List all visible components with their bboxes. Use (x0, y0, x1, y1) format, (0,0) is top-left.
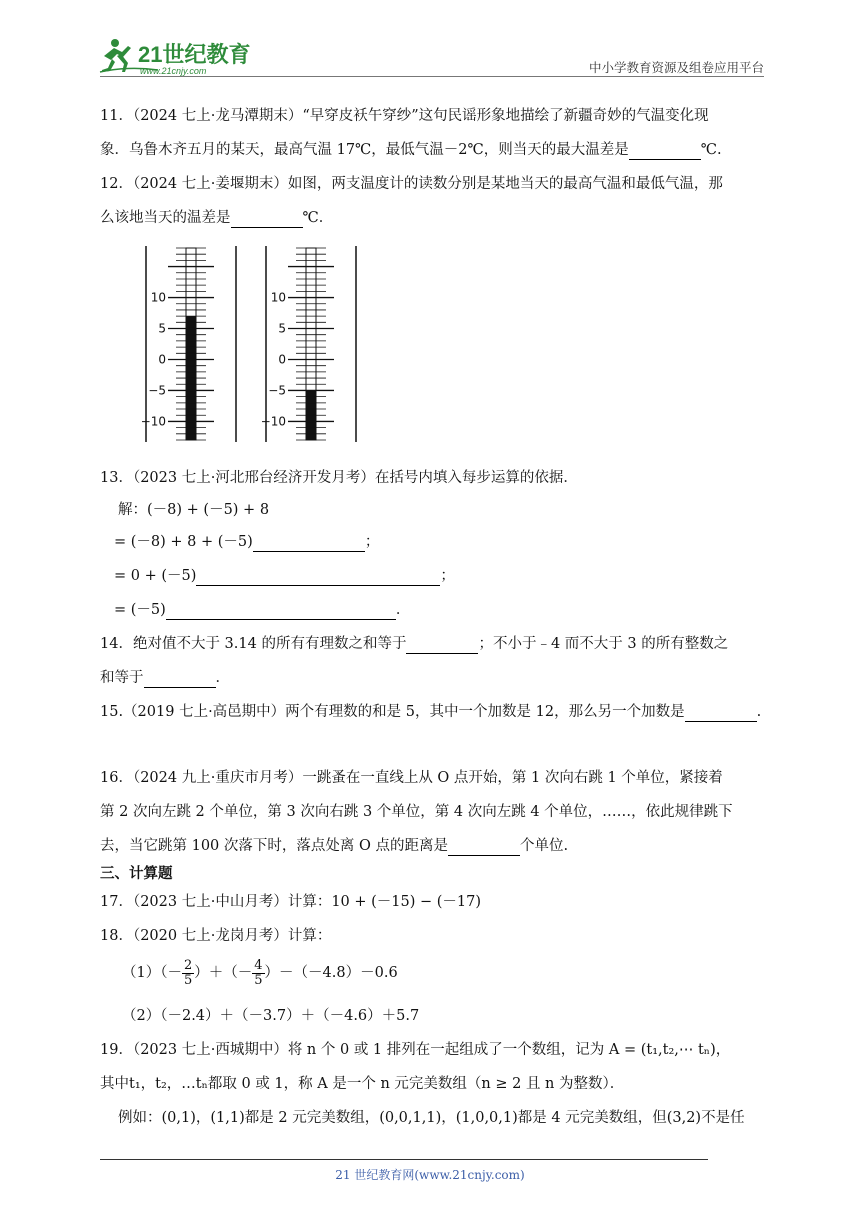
q12-line2-text: 么该地当天的温差是 (100, 210, 231, 226)
thermometer-left (141, 246, 236, 442)
q13-step3-blank[interactable] (166, 603, 396, 620)
q16-line2: 第 2 次向左跳 2 个单位，第 3 次向右跳 3 个单位，第 4 次向左跳 4 个单位，……，依此规律跳下 (100, 804, 733, 820)
q18-p1-end: ）－（－4.8）－0.6 (264, 965, 398, 981)
q13-step0: 解：(－8) + (－5) + 8 (118, 502, 270, 518)
q12-line1: 12．（2024 七上·姜堰期末）如图，两支温度计的读数分别是某地当天的最高气温和最低气温，那 (100, 176, 723, 192)
q12-line2 (100, 208, 333, 228)
thermometer-tick-label: 5 (278, 321, 286, 336)
q19-line3: 例如：(0,1)，(1,1)都是 2 元完美数组，(0,0,1,1)，(1,0,0,1)都是 4 元完美数组，但(3,2)不是任 (118, 1110, 745, 1126)
thermometer-right (261, 246, 356, 442)
q18-line1: 18．（2020 七上·龙岗月考）计算： (100, 928, 332, 944)
q11-line1: 11．（2024 七上·龙马潭期末）“早穿皮袄午穿纱”这句民谣形象地描绘了新疆奇妙的气温变化现 (100, 108, 709, 124)
q13-step1 (114, 532, 379, 552)
fraction-2-5: $\frac{2}{5}$ (183, 957, 193, 988)
q16-line1: 16．（2024 九上·重庆市月考）一跳蚤在一直线上从 O 点开始，第 1 次向右跳 1 个单位，紧接着 (100, 770, 723, 786)
q18-p1-label: （1）（－ (122, 965, 182, 981)
q14-line1a: 14．绝对值不大于 3.14 的所有有理数之和等于 (100, 636, 407, 652)
q11-answer-blank[interactable] (629, 143, 701, 160)
q14-line2 (100, 668, 230, 688)
q19-line2: 其中t₁，t₂，…tₙ都取 0 或 1，称 A 是一个 n 元完美数组（n ≥ 2 且 n 为整数）． (100, 1076, 625, 1092)
q17-prefix: 17．（2023 七上·中山月考）计算： (100, 894, 332, 910)
q18-part1 (122, 958, 398, 988)
thermometer-tick-label: −10 (140, 414, 166, 429)
q14-line2b: ． (215, 670, 230, 686)
thermometer-tick-label: 5 (158, 321, 166, 336)
q15-line1 (100, 702, 761, 722)
thermometer-tick-label: −5 (268, 383, 286, 398)
q15-end: . (756, 704, 762, 720)
footer-site: 21 世纪教育网(www.21cnjy.com) (335, 1168, 525, 1182)
q13-step2-blank[interactable] (196, 569, 440, 586)
q16-line3b: 个单位. (520, 838, 569, 854)
q14-blank1[interactable] (406, 637, 478, 654)
q14-line1 (100, 634, 728, 654)
thermometer-tick-label: 0 (158, 352, 166, 367)
q14-line2a: 和等于 (100, 670, 144, 686)
thermometer-tick-label: 0 (278, 352, 286, 367)
q17-expr: 10 + (－15) − (－17) (331, 894, 482, 910)
q16-line3a: 去，当它跳第 100 次落下时，落点处离 O 点的距离是 (100, 838, 448, 854)
q13-step3-end: ． (395, 602, 411, 618)
q19-line1: 19．（2023 七上·西城期中）将 n 个 0 或 1 排列在一起组成了一个数组，记为 A = (t₁,t₂,⋯ tₙ)， (100, 1042, 731, 1058)
footer-rule (100, 1159, 708, 1160)
thermometer-tick-label: 10 (270, 290, 286, 305)
q13-step3 (114, 600, 410, 620)
q18-p1-mid: ）＋（－ (194, 965, 253, 981)
site-logo (98, 34, 258, 78)
q11-line2-text: 象．乌鲁木齐五月的某天，最高气温 17℃，最低气温－2℃，则当天的最大温差是 (100, 142, 629, 158)
thermometer-tick-label: −10 (260, 414, 286, 429)
q12-line2-end: ℃． (302, 210, 334, 226)
q14-line1b: ；不小于﹣4 而不大于 3 的所有整数之 (478, 636, 729, 652)
q13-step2-end: ； (440, 568, 455, 584)
q11-line2 (100, 140, 722, 160)
q16-blank[interactable] (448, 839, 520, 856)
section-title-calculation: 三、计算题 (100, 866, 173, 882)
q13-step2-text: = 0 + (－5) (114, 568, 197, 584)
fraction-4-5: $\frac{4}{5}$ (254, 957, 263, 988)
q15-blank[interactable] (685, 705, 757, 722)
q14-blank2[interactable] (144, 671, 216, 688)
q15-text: 15.（2019 七上·高邑期中）两个有理数的和是 5，其中一个加数是 12，那么另一个加数是 (100, 704, 685, 720)
header-rule (100, 76, 764, 77)
q12-answer-blank[interactable] (231, 211, 303, 228)
thermometer-tick-label: 10 (150, 290, 166, 305)
q18-part2: （2）（－2.4）＋（－3.7）＋（－4.6）＋5.7 (122, 1008, 420, 1024)
svg-text:21世纪教育: 21世纪教育 (138, 42, 251, 67)
svg-text:www.21cnjy.com: www.21cnjy.com (140, 66, 207, 76)
q17-line (100, 892, 481, 912)
q13-step1-text: = (－8) + 8 + (－5) (114, 534, 253, 550)
platform-name: 中小学教育资源及组卷应用平台 (588, 60, 764, 75)
q13-step3-text: = (－5) (114, 602, 166, 618)
thermometer-tick-label: −5 (148, 383, 166, 398)
q16-line3 (100, 836, 568, 856)
q13-step1-end: ； (364, 534, 380, 550)
q11-line2-end: ℃. (700, 142, 722, 158)
q13-step2 (114, 566, 455, 586)
q13-step1-blank[interactable] (253, 535, 365, 552)
thermometer-figure (140, 244, 360, 444)
q13-line1: 13．（2023 七上·河北邢台经济开发月考）在括号内填入每步运算的依据． (100, 470, 578, 486)
